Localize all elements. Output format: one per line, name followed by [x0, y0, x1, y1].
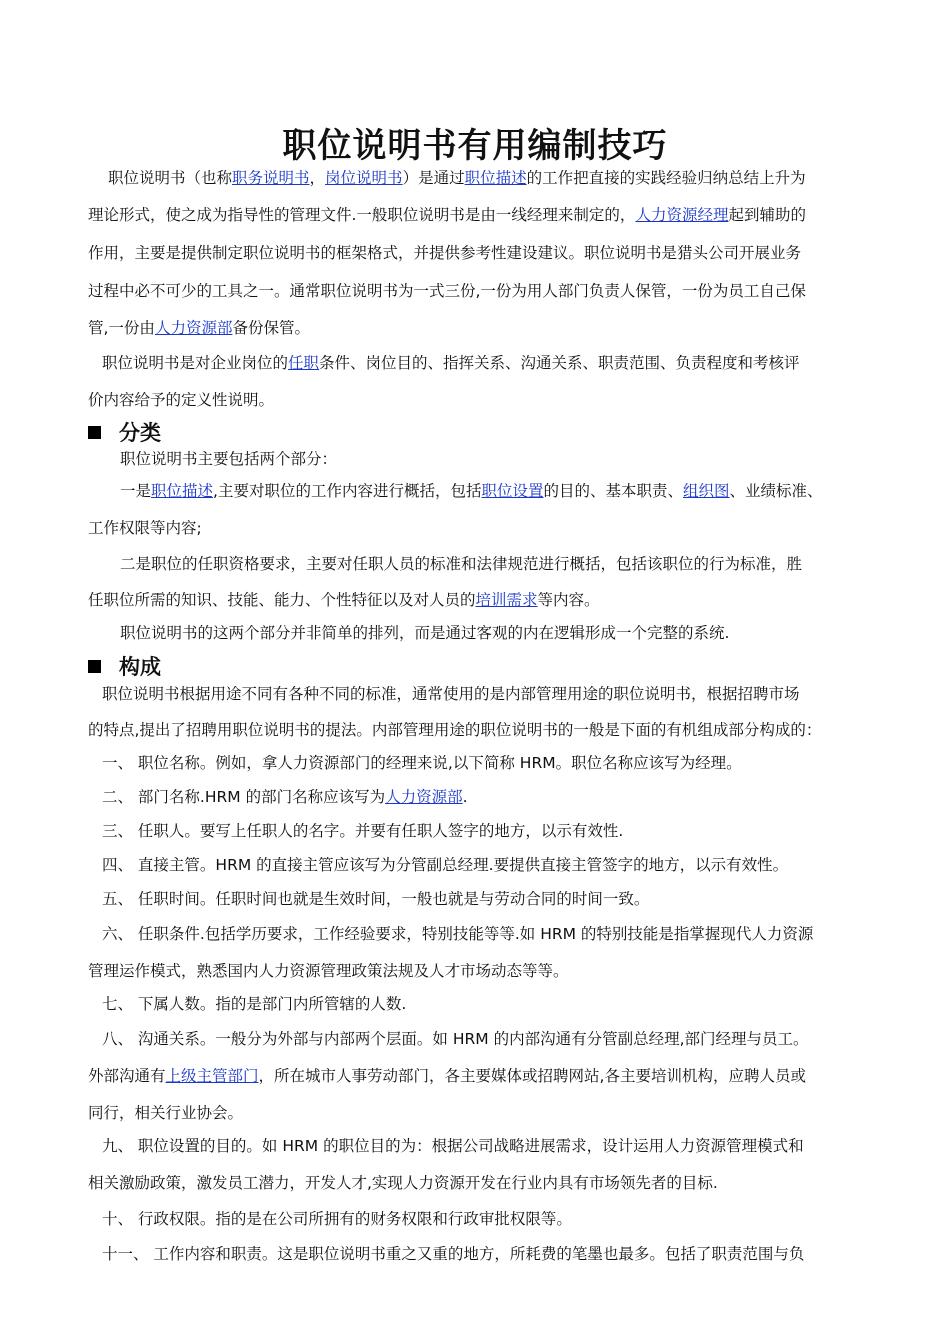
text-span: 的工作把直接的实践经验归纳总结上升为 [526, 169, 806, 187]
section-heading-text: 分类 [119, 421, 161, 445]
text-span: 的目的、基本职责、 [543, 482, 683, 500]
item-4: 四、 直接主管。HRM 的直接主管应该写为分管副总经理.要提供直接主管签字的地方，以示有效性。 [102, 856, 789, 874]
item-10: 十、 行政权限。指的是在公司所拥有的财务权限和行政审批权限等。 [102, 1210, 572, 1228]
square-bullet-icon [88, 660, 101, 673]
item-1: 一、 职位名称。例如，拿人力资源部门的经理来说,以下简称 HRM。职位名称应该写为经理。 [102, 754, 742, 772]
item-7: 七、 下属人数。指的是部门内所管辖的人数. [102, 995, 407, 1013]
link-job-description[interactable]: 职位描述 [464, 169, 527, 187]
classification-part1-line2: 工作权限等内容; [88, 519, 202, 537]
intro-line-5 [88, 318, 878, 338]
text-span: 任职位所需的知识、技能、能力、个性特征以及对人员的 [88, 591, 476, 609]
text-span: 管,一份由 [88, 319, 155, 337]
classification-part2-line2 [88, 590, 878, 610]
classification-part1-line1 [120, 481, 910, 501]
intro-line-4: 过程中必不可少的工具之一。通常职位说明书为一式三份,一份为用人部门负责人保管，一份为员工自己保 [88, 282, 806, 300]
classification-summary: 职位说明书的这两个部分并非简单的排列，而是通过客观的内在逻辑形成一个完整的系统. [120, 624, 730, 642]
item-11-line1: 十一、 工作内容和职责。这是职位说明书重之又重的地方，所耗费的笔墨也最多。包括了职责范围与负 [102, 1245, 805, 1263]
item-6-line2: 管理运作模式，熟悉国内人力资源管理政策法规及人才市场动态等等。 [88, 962, 569, 980]
link-hr-manager[interactable]: 人力资源经理 [635, 206, 729, 224]
link-hr-department[interactable]: 人力资源部 [385, 788, 463, 806]
link-post-description[interactable]: 岗位说明书 [325, 169, 403, 187]
link-org-chart[interactable]: 组织图 [683, 482, 730, 500]
item-5: 五、 任职时间。任职时间也就是生效时间，一般也就是与劳动合同的时间一致。 [102, 890, 650, 908]
link-superior-department[interactable]: 上级主管部门 [165, 1067, 259, 1085]
item-9-line2: 相关激励政策，激发员工潜力，开发人才,实现人力资源开发在行业内具有市场领先者的目标. [88, 1174, 718, 1192]
intro-line-1 [108, 168, 898, 188]
composition-intro-line1: 职位说明书根据用途不同有各种不同的标准，通常使用的是内部管理用途的职位说明书，根据招聘市场 [102, 685, 800, 703]
classification-intro: 职位说明书主要包括两个部分： [120, 450, 338, 468]
link-job-description[interactable]: 职位描述 [151, 482, 214, 500]
link-appointment[interactable]: 任职 [288, 354, 320, 372]
link-position-setup[interactable]: 职位设置 [481, 482, 544, 500]
section-heading-classification [88, 420, 161, 446]
item-6-line1: 六、 任职条件.包括学历要求，工作经验要求，特别技能等等.如 HRM 的特别技能是指掌握现代人力资源 [102, 925, 814, 943]
text-span: ， [309, 169, 326, 187]
document-title: 职位说明书有用编制技巧 [282, 126, 668, 166]
section-heading-text: 构成 [119, 655, 161, 679]
composition-intro-line2: 的特点,提出了招聘用职位说明书的提法。内部管理用途的职位说明书的一般是下面的有机组成部分构成的： [88, 721, 822, 739]
link-training-needs[interactable]: 培训需求 [475, 591, 538, 609]
text-span: 二、 部门名称.HRM 的部门名称应该写为 [102, 788, 386, 806]
text-span: 职位说明书（也称 [108, 169, 233, 187]
text-span: ）是通过 [402, 169, 465, 187]
text-span: 条件、岗位目的、指挥关系、沟通关系、职责范围、负责程度和考核评 [319, 354, 800, 372]
intro-line-2 [88, 205, 878, 225]
item-8-line1: 八、 沟通关系。一般分为外部与内部两个层面。如 HRM 的内部沟通有分管副总经理,部门经理与员工。 [102, 1030, 809, 1048]
link-job-duty-description[interactable]: 职务说明书 [232, 169, 310, 187]
item-8-line3: 同行，相关行业协会。 [88, 1104, 244, 1122]
text-span: ,主要对职位的工作内容进行概括，包括 [213, 482, 482, 500]
text-span: 备份保管。 [232, 319, 310, 337]
text-span: 等内容。 [537, 591, 600, 609]
section-heading-composition [88, 654, 161, 680]
intro-line-3: 作用，主要是提供制定职位说明书的框架格式，并提供参考性建设建议。职位说明书是猎头公司开展业务 [88, 244, 802, 262]
item-3: 三、 任职人。要写上任职人的名字。并要有任职人签字的地方，以示有效性. [102, 822, 624, 840]
definition-line-2: 价内容给予的定义性说明。 [88, 391, 275, 409]
item-2 [102, 787, 892, 807]
item-8-line2 [88, 1066, 878, 1086]
classification-part2-line1: 二是职位的任职资格要求，主要对任职人员的标准和法律规范进行概括，包括该职位的行为标准，胜 [120, 555, 803, 573]
text-span: ，所在城市人事劳动部门，各主要媒体或招聘网站,各主要培训机构，应聘人员或 [258, 1067, 806, 1085]
definition-line-1 [102, 353, 892, 373]
square-bullet-icon [88, 426, 101, 439]
text-span: 、业绩标准、 [729, 482, 823, 500]
text-span: 外部沟通有 [88, 1067, 166, 1085]
text-span: . [462, 788, 468, 806]
link-hr-department[interactable]: 人力资源部 [154, 319, 233, 337]
item-9-line1: 九、 职位设置的目的。如 HRM 的职位目的为：根据公司战略进展需求，设计运用人力资源管理模式和 [102, 1137, 804, 1155]
text-span: 一是 [120, 482, 152, 500]
text-span: 职位说明书是对企业岗位的 [102, 354, 289, 372]
text-span: 理论形式，使之成为指导性的管理文件.一般职位说明书是由一线经理来制定的， [88, 206, 636, 224]
text-span: 起到辅助的 [728, 206, 806, 224]
